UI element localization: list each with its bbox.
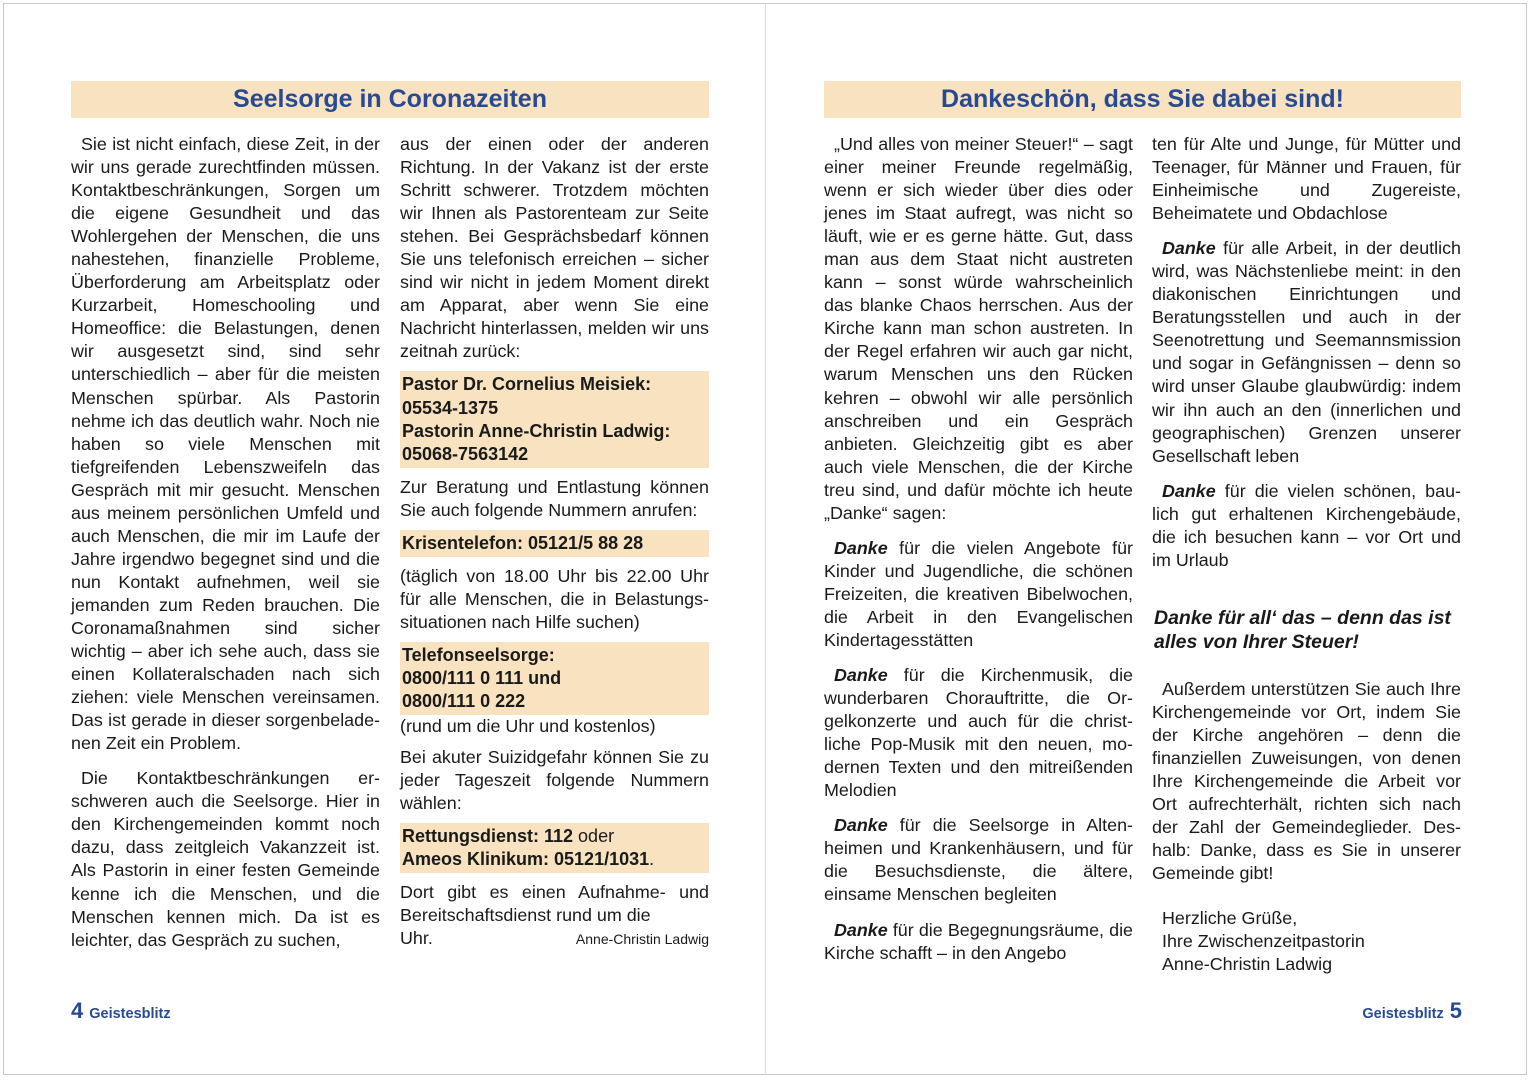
danke-paragraph: Danke für die Seelsorge in Altenheimen und Krankenhäusern, und für die Besuchsdienste, die ältere, einsame Menschen begleiten [824,815,1133,905]
article-column-1 [824,133,1133,965]
paragraph: ten für Alte und Junge, für Mütter und Teenager, für Männer und Frauen, für Einheimische und Zugereiste, Beheimatete und Obdachlose [1152,134,1461,224]
article-column-2 [400,133,709,952]
page-title: Dankeschön, dass Sie dabei sind! [824,81,1461,118]
page-right [765,3,1527,1075]
author-signature: Anne-Christin Ladwig [575,931,709,948]
paragraph: (rund um die Uhr und kostenlos) [400,716,656,737]
danke-word: Danke [1162,480,1216,501]
danke-word: Danke [834,665,888,686]
paragraph: Bei akuter Suizidgefahr können Sie zu jeder Tageszeit folgende Nummern wählen: [400,747,709,814]
paragraph-end: Uhr. [400,928,433,949]
contact-box-pastors [400,371,709,467]
closing-line [400,927,709,951]
contact-name: Pastor Dr. Cornelius Meisiek: [402,374,652,395]
crisis-phone-box [400,530,709,557]
clinic-number: Ameos Klinikum: 05121/1031 [402,849,650,870]
page-footer [1362,998,1462,1024]
danke-word: Danke [834,537,888,558]
paragraph: Sie ist nicht einfach, diese Zeit, in der wir uns gerade zurechtfinden müssen. Kontaktbeschränkungen, Sorgen um die eigene Gesundheit und das Wohlergehen der Menschen, die uns nahestehen, finanzielle Probleme, Überforderung am Arbeitsplatz oder Kurzarbeit, Homeschooling und Homeoffice: die Belastungen, denen wir ausgesetzt sind, sind sehr unterschiedlich – aber für die meisten Menschen spürbar. Als Pastorin nehme ich das deutlich wahr. Noch nie haben so viele Menschen mit tiefgreifenden Lebenszweifeln das Gespräch mit mir gesucht. Menschen aus meinem persönlichen Umfeld und auch Menschen, die mir im Laufe der Jahre irgendwo begegnet sind und die nun Kontakt aufnehmen, weil sie jemanden zum Reden brauchen. Die Coronamaßnahmen sind sicher wichtig – aber ich sehe auch, dass sie einen Kollateralschaden nach sich ziehen: viele Menschen vereinsamen. Das ist gerade in dieser sorgenbeladenen Zeit ein Problem. [71,134,380,754]
danke-word: Danke [1162,238,1216,259]
greeting-line: Herzliche Grüße, [1162,908,1298,929]
hotline-label: Telefonseelsorge: [402,644,555,665]
hotline-number: 0800/111 0 222 [402,691,526,712]
emergency-box [400,823,709,873]
paragraph: Dort gibt es einen Aufnahme- und Bereitschaftsdienst rund um die [400,882,709,926]
magazine-name: Geistesblitz [89,1006,171,1022]
danke-paragraph: Danke für die vielen Angebote für Kinder und Jugendliche, die schönen Freizeiten, die kreativen Bibelwochen, die Arbeit in den Evangelischen Kindertagesstätten [824,537,1133,650]
greeting-signature: Anne-Christin Ladwig [1162,954,1333,975]
danke-word: Danke [834,919,888,940]
paragraph: Außerdem unterstützen Sie auch Ihre Kirchengemeinde vor Ort, indem Sie der Kirche angehören – denn die finanziellen Zuweisungen, von denen Ihre Kirchengemeinde die Arbeit vor Ort aufrechterhält, richten sich nach der Zahl der Gemeindeglieder. Deshalb: Danke, dass es Sie in unserer Gemeinde gibt! [1152,678,1461,884]
danke-paragraph: Danke für die vielen schönen, baulich gut erhaltenen Kirchengebäude, die ich besuchen kann – vor Ort und im Urlaub [1152,480,1461,570]
contact-name: Pastorin Anne-Christin Ladwig: [402,420,671,441]
page-left [3,3,765,1075]
paragraph: „Und alles von meiner Steuer!“ – sagt einer meiner Freunde regelmäßig, wenn er sich wieder über dies oder jenes im Staat aufregt, was nicht so läuft, wie er es gerne hätte. Gut, dass man aus dem Staat nicht austreten kann – sonst würde wahrscheinlich das blanke Chaos herrschen. Aus der Kirche kann man schon austreten. In der Regel erfahren wir auch gar nicht, warum Menschen uns den Rücken kehren – obwohl wir alle persönlich anschreiben und ein Gespräch anbieten. Gleichzeitig gibt es aber auch viele Menschen, die der Kirche treu sind, und dafür möchte ich heute „Danke“ sagen: [824,134,1133,523]
contact-phone: 05068-7563142 [402,443,529,464]
closing-statement: Danke für all‘ das – denn das ist alles von Ihrer Steuer! [1154,606,1451,653]
paragraph: aus der einen oder der anderen Richtung. In der Vakanz ist der erste Schritt schwerer. Trotzdem möchten wir Ihnen als Pastorenteam zur Seite stehen. Bei Gesprächsbedarf können Sie uns telefonisch erreichen – sicher sind wir nicht in jedem Moment direkt am Apparat, aber wenn Sie eine Nachricht hinterlassen, melden wir uns zeitnah zurück: [400,134,709,362]
emergency-line [402,848,707,871]
paragraph: (täglich von 18.00 Uhr bis 22.00 Uhr für alle Menschen, die in Belastungssituationen nach Hilfe suchen) [400,565,709,632]
page-number: 4 [71,998,84,1023]
emergency-number: Rettungsdienst: 112 [402,826,574,847]
danke-paragraph: Danke für die Begegnungsräume, die Kirche schafft – in den Angebo [824,919,1133,963]
page-title: Seelsorge in Coronazeiten [71,81,709,118]
emergency-connector: oder [573,826,615,847]
emergency-period: . [649,849,655,870]
emergency-line [402,825,707,848]
page-footer [71,998,171,1024]
greeting-block [1152,907,1461,976]
magazine-name: Geistesblitz [1362,1006,1444,1022]
hotline-number: 0800/111 0 111 und [402,667,562,688]
telefonseelsorge-box [400,642,709,715]
crisis-phone: Krisentelefon: 05121/5 88 28 [402,532,644,553]
paragraph: Die Kontaktbeschränkungen erschweren auch die Seelsorge. Hier in den Kirchengemeinden kommt noch dazu, dass zeitgleich Vakanzzeit ist. Als Pastorin in einer festen Gemeinde kenne ich die Menschen, und die Menschen kennen mich. Da ist es leichter, das Gespräch zu suchen, [71,768,380,950]
page-number: 5 [1449,998,1462,1023]
paragraph: Zur Beratung und Entlastung können Sie auch folgende Nummern anrufen: [400,476,709,520]
contact-phone: 05534-1375 [402,397,499,418]
danke-word: Danke [834,815,888,836]
article-column-1 [71,133,380,952]
danke-paragraph: Danke für alle Arbeit, in der deutlich wird, was Nächstenliebe meint: in den diakonischen Einrichtungen und Beratungsstellen und auch in der Seenotrettung und Seemannsmission und sogar in Gefängnissen – denn so wird unser Glaube glaubwürdig: indem wir ihn auch an den (innerlichen und geographischen) Grenzen unserer Gesellschaft leben [1152,238,1461,466]
danke-paragraph: Danke für die Kirchenmusik, die wunderbaren Chorauftritte, die Orgelkonzerte und auch für die christliche Pop-Musik mit den neuen, modernen Texten und den mitreißenden Melodien [824,665,1133,801]
greeting-line: Ihre Zwischenzeitpastorin [1162,931,1365,952]
article-column-2 [1152,133,1461,976]
